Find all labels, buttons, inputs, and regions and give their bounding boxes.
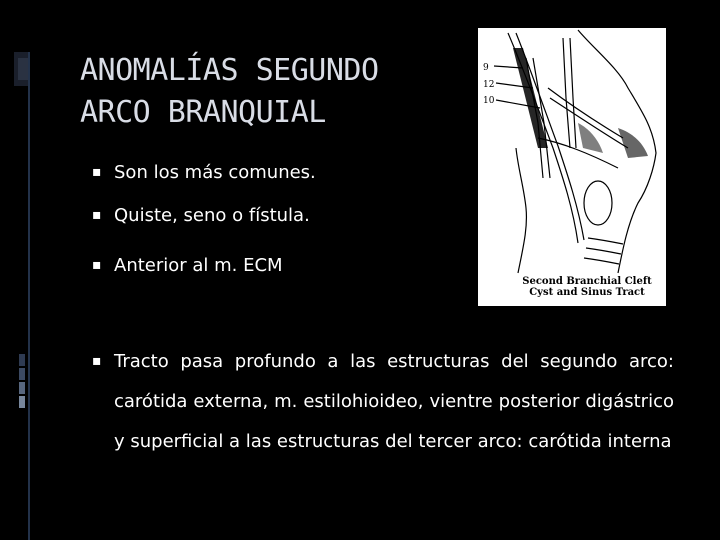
bullet-text: Quiste, seno o fístula. bbox=[114, 205, 310, 226]
caption-line-2: Cyst and Sinus Tract bbox=[529, 287, 645, 298]
bullet-text: Anterior al m. ECM bbox=[114, 255, 283, 276]
figure-label: 10 bbox=[483, 96, 495, 106]
figure-label: 9 bbox=[483, 63, 489, 73]
accent-square bbox=[19, 382, 25, 394]
bullet-text: Son los más comunes. bbox=[114, 162, 316, 183]
square-bullet-icon: ▪ bbox=[92, 257, 102, 273]
bullet-item bbox=[92, 342, 674, 462]
figure-label: 12 bbox=[483, 80, 495, 90]
accent-square bbox=[19, 396, 25, 408]
square-bullet-icon: ▪ bbox=[92, 164, 102, 180]
caption-line-1: Second Branchial Cleft bbox=[522, 276, 652, 287]
anatomy-figure bbox=[478, 28, 666, 306]
title-line-2: ARCO BRANQUIAL bbox=[80, 95, 326, 130]
figure-caption bbox=[508, 276, 666, 298]
square-bullet-icon: ▪ bbox=[92, 353, 102, 369]
slide-title bbox=[80, 50, 460, 134]
accent-bar-inner bbox=[18, 58, 28, 80]
bullet-text: Tracto pasa profundo a las estructuras del segundo arco: carótida externa, m. estilohioideo, vientre posterior digástrico y superficial a las estructuras del tercer arco: carótida interna bbox=[114, 351, 674, 452]
title-line-1: ANOMALÍAS SEGUNDO bbox=[80, 53, 379, 88]
neck-anatomy-illustration bbox=[478, 28, 666, 306]
accent-square bbox=[19, 354, 25, 366]
square-bullet-icon: ▪ bbox=[92, 207, 102, 223]
accent-line bbox=[28, 52, 30, 540]
accent-square bbox=[19, 368, 25, 380]
